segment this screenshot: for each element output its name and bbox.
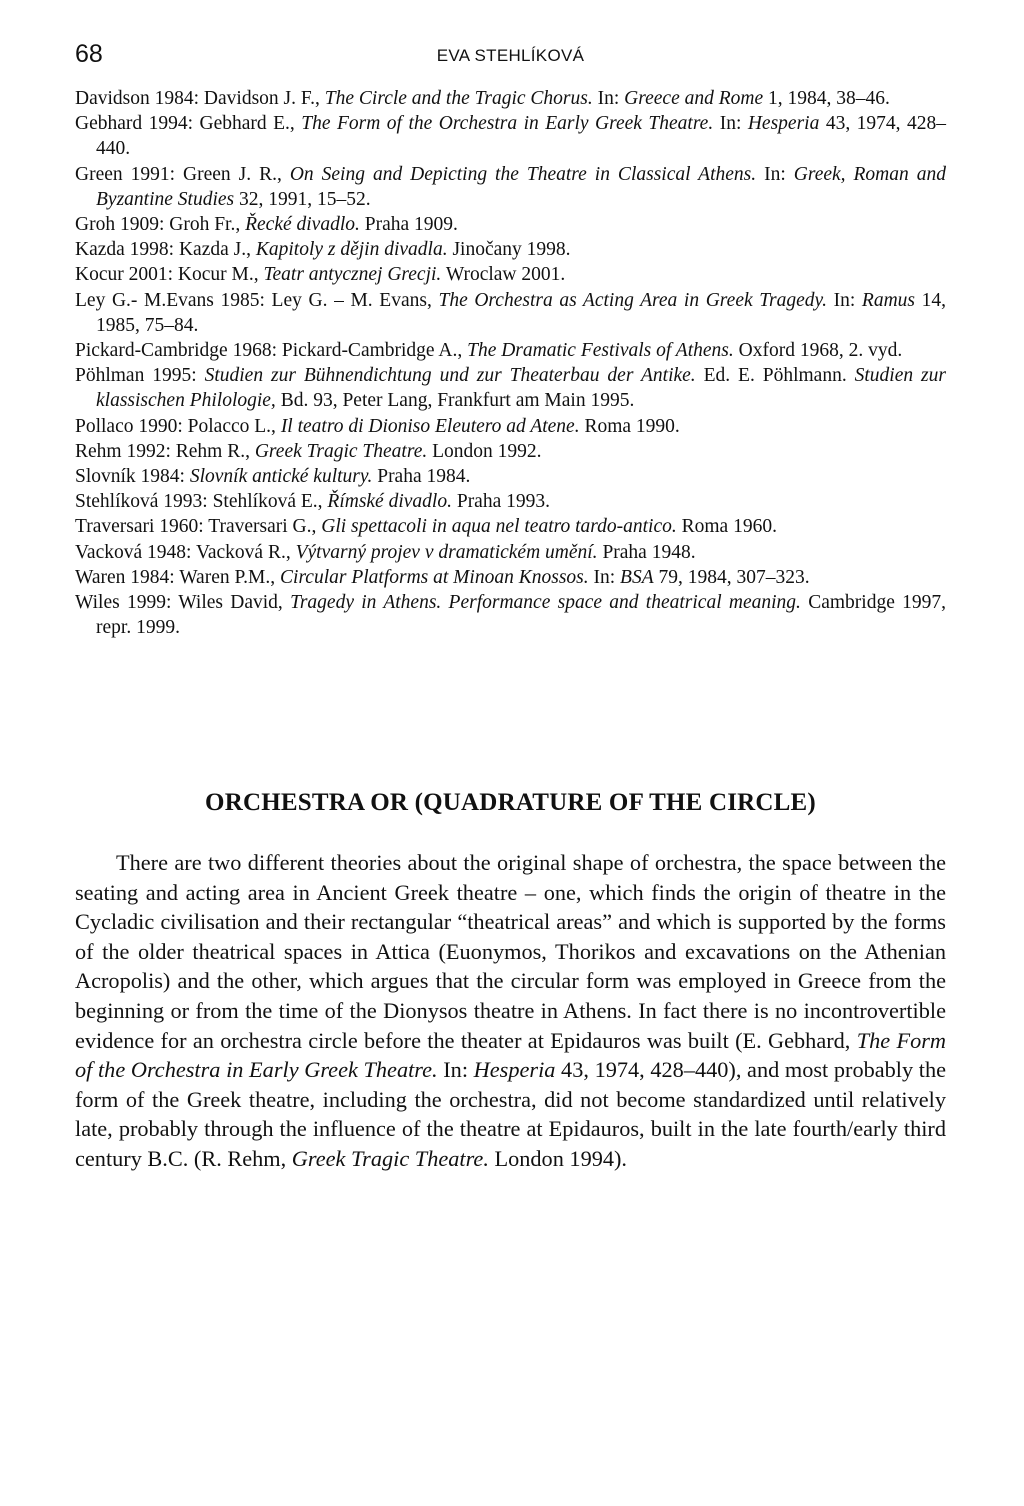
bibliography-entry: [75, 514, 946, 539]
bibliography-entry: [75, 262, 946, 287]
entry-author: Pickard-Cambridge 1968: Pickard-Cambridge A.,: [75, 340, 468, 362]
entry-text: Praha 1984.: [372, 466, 471, 488]
entry-author: Ley G.- M.Evans 1985: Ley G. – M. Evans,: [75, 289, 439, 311]
entry-text: 32, 1991, 15–52.: [234, 188, 371, 210]
entry-source: Ramus: [861, 289, 915, 311]
bibliography-entry: [75, 86, 946, 111]
entry-title: Greek Tragic Theatre.: [254, 440, 428, 462]
entry-author: Waren 1984: Waren P.M.,: [75, 566, 281, 588]
bibliography-entry: [75, 338, 946, 363]
entry-author: Kazda 1998: Kazda J.,: [75, 239, 256, 261]
bibliography-entry: [75, 590, 946, 640]
entry-text: 79, 1984, 307–323.: [653, 566, 810, 588]
bibliography-entry: [75, 162, 946, 212]
entry-title: Teatr antycznej Grecji.: [263, 264, 442, 286]
bibliography-entry: [75, 212, 946, 237]
paragraph-text: 43, 1974, 428–440), and most probably the form of the Greek theatre, including the orchestra, did not become standardized until relatively late, probably through the influence of the theatre at Epidauros, built in the late fourth/early third century B.C. (R. Rehm,: [75, 1057, 947, 1171]
entry-text: Praha 1909.: [359, 214, 458, 236]
entry-text: Roma 1960.: [676, 516, 777, 538]
entry-author: Rehm 1992: Rehm R.,: [75, 440, 255, 462]
entry-text: 14, 1985, 75–84.: [96, 289, 947, 336]
entry-text: London 1992.: [427, 440, 542, 462]
paragraph-text: In:: [437, 1057, 474, 1083]
entry-author: Traversari 1960: Traversari G.,: [75, 516, 322, 538]
cited-title: Greek Tragic Theatre.: [291, 1145, 489, 1171]
entry-title: The Circle and the Tragic Chorus.: [324, 88, 593, 109]
paragraph-text: London 1994).: [488, 1145, 628, 1171]
entry-title: Kapitoly z dějin divadla.: [255, 239, 448, 261]
running-head: EVA STEHLÍKOVÁ: [436, 46, 585, 65]
entry-source: BSA: [620, 566, 654, 588]
entry-text: Praha 1993.: [451, 491, 550, 513]
entry-author: Kocur 2001: Kocur M.,: [75, 264, 264, 286]
entry-title: The Orchestra as Acting Area in Greek Tragedy.: [438, 289, 827, 311]
entry-title: Výtvarný projev v dramatickém umění.: [295, 541, 598, 563]
entry-title: Řecké divadlo.: [245, 214, 360, 236]
entry-text: Roma 1990.: [579, 415, 680, 437]
entry-author: Gebhard 1994: Gebhard E.,: [75, 113, 302, 135]
section-title: ORCHESTRA OR (QUADRATURE OF THE CIRCLE): [205, 789, 816, 816]
bibliography-entry: [75, 288, 946, 338]
bibliography-entry: [75, 489, 946, 514]
bibliography-entry: [75, 540, 946, 565]
entry-author: Davidson 1984: Davidson J. F.,: [75, 88, 325, 109]
bibliography-entry: [75, 439, 946, 464]
entry-title: On Seing and Depicting the Theatre in Classical Athens.: [289, 163, 757, 185]
entry-text: 43, 1974, 428–440.: [96, 113, 947, 160]
entry-source: Hesperia: [747, 113, 820, 135]
page-number: 68: [75, 40, 103, 68]
entry-title: Il teatro di Dioniso Eleutero ad Atene.: [280, 415, 580, 437]
entry-author: Groh 1909: Groh Fr.,: [75, 214, 246, 236]
entry-text: Praha 1948.: [597, 541, 696, 563]
entry-author: Pöhlman 1995:: [75, 365, 205, 387]
entry-title: Circular Platforms at Minoan Knossos.: [280, 566, 589, 588]
paragraph-text: There are two different theories about the original shape of orchestra, the space between the seating and acting area in Ancient Greek theatre – one, which finds the origin of theatre in the Cycladic civilisation and their rectangular “theatrical areas” and which is supported by the forms of the older theatrical spaces in Attica (Euonymos, Thorikos and excavations on the Athenian Acropolis) and the other, which argues that the circular form was employed in Greece from the beginning or from the time of the Dionysos theatre in Athens. In fact there is no incontrovertible evidence for an orchestra circle before the theater at Epidauros was built (E. Gebhard,: [75, 850, 946, 1053]
bibliography-entry: [75, 237, 946, 262]
entry-text: Oxford 1968, 2. vyd.: [733, 340, 903, 362]
entry-text: Wroclaw 2001.: [441, 264, 566, 286]
entry-author: Green 1991: Green J. R.,: [75, 163, 290, 185]
entry-title: Tragedy in Athens. Performance space and theatrical meaning.: [290, 592, 801, 614]
entry-title: Gli spettacoli in aqua nel teatro tardo-antico.: [321, 516, 677, 538]
entry-author: Wiles 1999: Wiles David,: [75, 592, 291, 614]
entry-text: In:: [756, 163, 794, 185]
entry-text: In:: [588, 566, 621, 588]
entry-source: Studien zur klassischen Philologie,: [96, 365, 946, 412]
entry-source: Greek, Roman and Byzantine Studies: [96, 163, 946, 210]
entry-text: Cambridge 1997, repr. 1999.: [96, 592, 946, 639]
bibliography-entry: [75, 414, 946, 439]
entry-text: Jinočany 1998.: [447, 239, 571, 261]
entry-text: In:: [826, 289, 862, 311]
cited-journal: Hesperia: [473, 1057, 556, 1083]
entry-text: 1, 1984, 38–46.: [763, 88, 890, 109]
bibliography-entry: [75, 363, 946, 413]
entry-title: The Dramatic Festivals of Athens.: [467, 340, 734, 362]
entry-author: Pollaco 1990: Polacco L.,: [75, 415, 281, 437]
entry-author: Stehlíková 1993: Stehlíková E.,: [75, 491, 328, 513]
entry-text: Bd. 93, Peter Lang, Frankfurt am Main 1995.: [275, 390, 635, 412]
entry-title: Studien zur Bühnendichtung und zur Theaterbau der Antike.: [204, 365, 696, 387]
entry-title: Římské divadlo.: [327, 491, 452, 513]
bibliography-entry: [75, 565, 946, 590]
cited-title: The Form of the Orchestra in Early Greek Theatre.: [75, 1027, 946, 1083]
bibliography-entry: [75, 464, 946, 489]
entry-source: Greece and Rome: [624, 88, 764, 109]
entry-text: In:: [592, 88, 625, 109]
entry-author: Vacková 1948: Vacková R.,: [75, 541, 296, 563]
page-header: [75, 40, 946, 80]
entry-title: The Form of the Orchestra in Early Greek Theatre.: [301, 113, 714, 135]
entry-text: In:: [713, 113, 748, 135]
bibliography-list: [75, 86, 946, 640]
body-paragraph: [75, 848, 946, 1174]
entry-author: Slovník 1984:: [75, 466, 190, 488]
entry-text: Ed. E. Pöhlmann.: [695, 365, 855, 387]
entry-title: Slovník antické kultury.: [189, 466, 373, 488]
bibliography-entry: [75, 111, 946, 161]
